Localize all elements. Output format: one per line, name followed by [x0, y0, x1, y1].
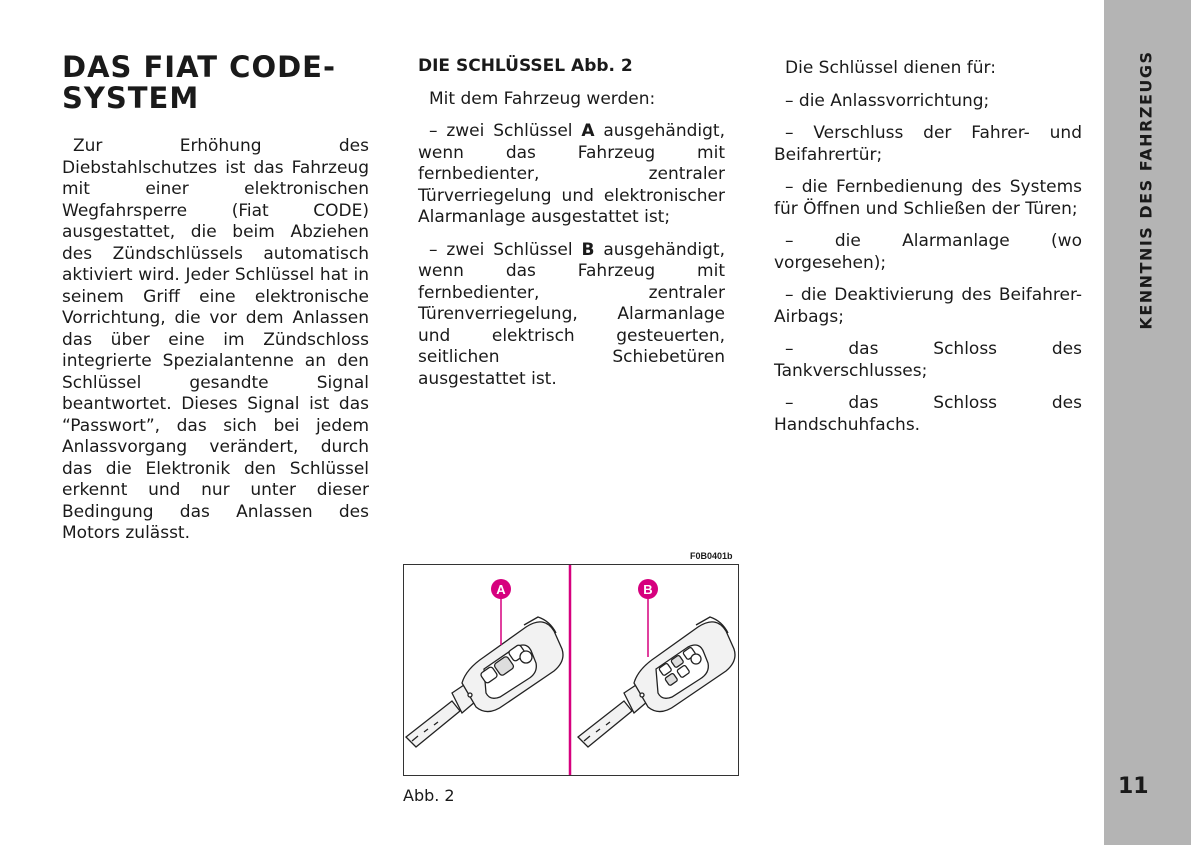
key-b-prefix: – zwei Schlüssel — [429, 239, 582, 260]
key-a-drawing — [406, 617, 563, 747]
uses-item: – die Deaktivierung des Beifahrer-Airbags; — [774, 285, 1082, 327]
intro-paragraph: Zur Erhöhung des Diebstahlschutzes ist das Fahrzeug mit einer elektronischen Wegfahrsperre (Fiat CODE) ausgestattet, die beim Abziehen des Zündschlüssels automatisch aktiviert wird. Jeder Schlüssel hat in seinem Griff eine elektronische Vorrichtung, die vor dem Anlassen das über eine im Zündschloss integrierte Spezialantenne an den Schlüssel gesandte Signal beantwortet. Dieses Signal ist das “Passwort”, das sich bei jedem Anlassvorgang verändert, durch das die Elektronik den Schlüssel erkennt und nur unter dieser Bedingung das Anlassen des Motors zulässt. — [62, 136, 369, 543]
key-figure — [403, 564, 739, 776]
keys-heading: DIE SCHLÜSSEL Abb. 2 — [418, 56, 633, 76]
key-illustration — [404, 565, 738, 775]
uses-intro: Die Schlüssel dienen für: — [785, 58, 996, 78]
key-b-drawing — [578, 617, 735, 747]
uses-item: – die Anlassvorrichtung; — [785, 90, 990, 111]
key-b-letter: B — [581, 239, 595, 260]
key-a-text: ausgehändigt, wenn das Fahrzeug mit fernbedienter, zentraler Türverriegelung und elektronischer Alarmanlage ausgestattet ist; — [418, 121, 725, 227]
uses-item: – das Schloss des Handschuhfachs. — [774, 393, 1082, 435]
section-title: KENNTNIS DES FAHRZEUGS — [1136, 50, 1156, 330]
keys-intro: Mit dem Fahrzeug werden: — [429, 88, 656, 109]
uses-item: – die Fernbedienung des Systems für Öffnen und Schließen der Türen; — [774, 177, 1082, 219]
uses-item: – das Schloss des Tankverschlusses; — [774, 339, 1082, 381]
key-a-letter: A — [581, 121, 595, 141]
key-b-text: ausgehändigt, wenn das Fahrzeug mit fernbedienter, zentraler Türenverriegelung, Alarmanlage und elektrisch gesteuerten, seitlichen Schiebetüren ausgestattet ist. — [418, 239, 726, 389]
key-a-prefix: – zwei Schlüssel — [429, 121, 582, 141]
figure-code: F0B0401b — [690, 551, 733, 561]
keys-column — [418, 56, 725, 401]
key-b-paragraph — [418, 240, 725, 391]
page-title — [62, 52, 362, 114]
key-a-paragraph — [418, 121, 725, 229]
figure-caption: Abb. 2 — [403, 786, 455, 805]
uses-column — [774, 58, 1082, 447]
label-b-text: B — [643, 582, 653, 597]
label-a-text: A — [496, 582, 506, 597]
uses-item: – Verschluss der Fahrer- und Beifahrertür; — [774, 123, 1082, 165]
page-number: 11 — [1118, 774, 1149, 799]
uses-item: – die Alarmanlage (wo vorgesehen); — [774, 231, 1082, 273]
intro-column — [62, 136, 369, 556]
page-title-line-2: SYSTEM — [62, 81, 200, 115]
page-title-line-1: DAS FIAT CODE- — [62, 50, 337, 84]
